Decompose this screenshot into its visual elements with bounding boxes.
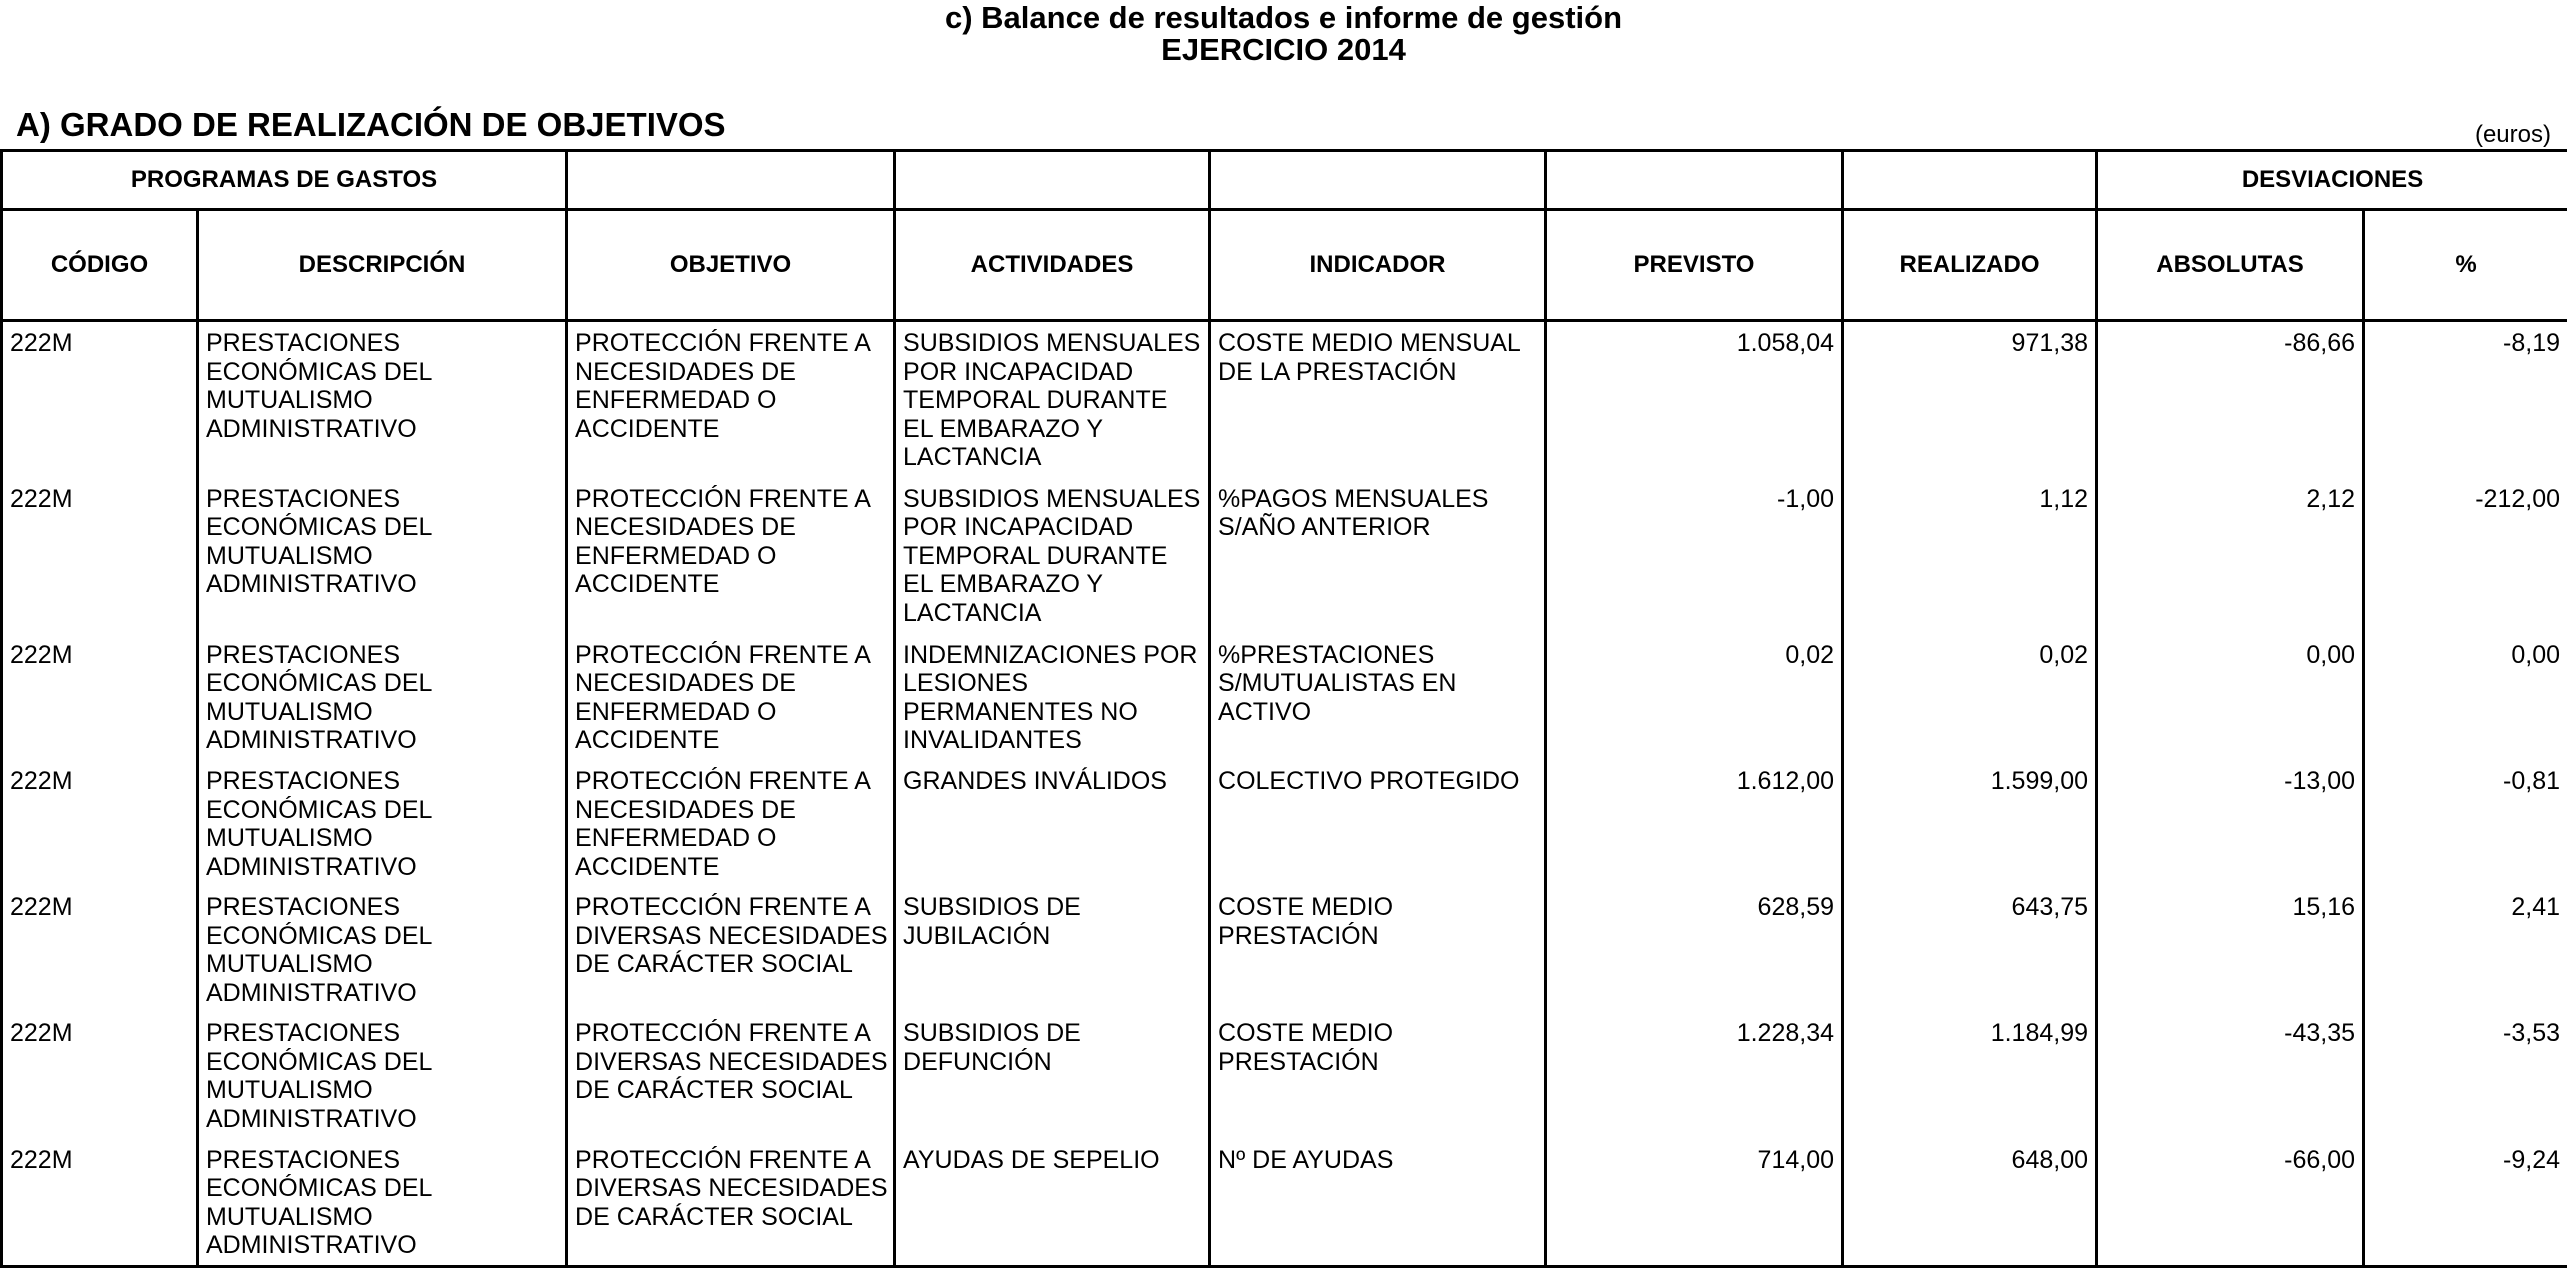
cell-realizado: 971,38 [1843, 321, 2097, 478]
col-header-codigo: CÓDIGO [2, 210, 198, 321]
col-header-indicador: INDICADOR [1210, 210, 1546, 321]
cell-absolutas: -66,00 [2097, 1139, 2364, 1267]
cell-porcentaje: 0,00 [2364, 634, 2567, 760]
cell-codigo: 222M [2, 1012, 198, 1138]
cell-objetivo: PROTECCIÓN FRENTE A NECESIDADES DE ENFERMEDAD O ACCIDENTE [567, 321, 895, 478]
cell-indicador: COSTE MEDIO PRESTACIÓN [1210, 1012, 1546, 1138]
header-group-row [2, 151, 2567, 210]
cell-realizado: 648,00 [1843, 1139, 2097, 1267]
col-header-absolutas: ABSOLUTAS [2097, 210, 2364, 321]
cell-absolutas: 15,16 [2097, 886, 2364, 1012]
cell-previsto: 714,00 [1546, 1139, 1843, 1267]
units-label: (euros) [2474, 121, 2551, 148]
cell-indicador: COSTE MEDIO MENSUAL DE LA PRESTACIÓN [1210, 321, 1546, 478]
cell-absolutas: 0,00 [2097, 634, 2364, 760]
col-header-previsto: PREVISTO [1546, 210, 1843, 321]
cell-objetivo: PROTECCIÓN FRENTE A DIVERSAS NECESIDADES DE CARÁCTER SOCIAL [567, 1012, 895, 1138]
cell-realizado: 0,02 [1843, 634, 2097, 760]
header-empty [1210, 151, 1546, 210]
col-header-porcentaje: % [2364, 210, 2567, 321]
cell-objetivo: PROTECCIÓN FRENTE A NECESIDADES DE ENFERMEDAD O ACCIDENTE [567, 760, 895, 886]
cell-previsto: 1.058,04 [1546, 321, 1843, 478]
cell-realizado: 1.184,99 [1843, 1012, 2097, 1138]
cell-actividades: SUBSIDIOS MENSUALES POR INCAPACIDAD TEMPORAL DURANTE EL EMBARAZO Y LACTANCIA [895, 321, 1210, 478]
cell-indicador: Nº DE AYUDAS [1210, 1139, 1546, 1267]
cell-realizado: 643,75 [1843, 886, 2097, 1012]
cell-codigo: 222M [2, 321, 198, 478]
table-row [2, 1012, 2567, 1138]
cell-descripcion: PRESTACIONES ECONÓMICAS DEL MUTUALISMO ADMINISTRATIVO [198, 478, 567, 634]
cell-actividades: AYUDAS DE SEPELIO [895, 1139, 1210, 1267]
cell-indicador: %PRESTACIONES S/MUTUALISTAS EN ACTIVO [1210, 634, 1546, 760]
col-header-objetivo: OBJETIVO [567, 210, 895, 321]
cell-codigo: 222M [2, 478, 198, 634]
cell-absolutas: 2,12 [2097, 478, 2364, 634]
cell-descripcion: PRESTACIONES ECONÓMICAS DEL MUTUALISMO ADMINISTRATIVO [198, 760, 567, 886]
cell-descripcion: PRESTACIONES ECONÓMICAS DEL MUTUALISMO ADMINISTRATIVO [198, 321, 567, 478]
header-empty [1843, 151, 2097, 210]
table-row [2, 1139, 2567, 1267]
cell-codigo: 222M [2, 760, 198, 886]
cell-absolutas: -13,00 [2097, 760, 2364, 886]
cell-actividades: SUBSIDIOS MENSUALES POR INCAPACIDAD TEMPORAL DURANTE EL EMBARAZO Y LACTANCIA [895, 478, 1210, 634]
header-empty [895, 151, 1210, 210]
cell-previsto: -1,00 [1546, 478, 1843, 634]
section-title: A) GRADO DE REALIZACIÓN DE OBJETIVOS [16, 106, 726, 143]
table-row [2, 478, 2567, 634]
col-header-realizado: REALIZADO [1843, 210, 2097, 321]
table-row [2, 886, 2567, 1012]
cell-indicador: COLECTIVO PROTEGIDO [1210, 760, 1546, 886]
cell-actividades: GRANDES INVÁLIDOS [895, 760, 1210, 886]
cell-actividades: SUBSIDIOS DE DEFUNCIÓN [895, 1012, 1210, 1138]
cell-descripcion: PRESTACIONES ECONÓMICAS DEL MUTUALISMO ADMINISTRATIVO [198, 886, 567, 1012]
header-empty [1546, 151, 1843, 210]
cell-indicador: COSTE MEDIO PRESTACIÓN [1210, 886, 1546, 1012]
cell-indicador: %PAGOS MENSUALES S/AÑO ANTERIOR [1210, 478, 1546, 634]
cell-previsto: 1.228,34 [1546, 1012, 1843, 1138]
cell-porcentaje: -8,19 [2364, 321, 2567, 478]
cell-previsto: 628,59 [1546, 886, 1843, 1012]
cell-porcentaje: -3,53 [2364, 1012, 2567, 1138]
header-desviaciones: DESVIACIONES [2097, 151, 2567, 210]
cell-porcentaje: -0,81 [2364, 760, 2567, 886]
document-subtitle: EJERCICIO 2014 [1161, 32, 1406, 67]
cell-codigo: 222M [2, 1139, 198, 1267]
cell-realizado: 1.599,00 [1843, 760, 2097, 886]
col-header-descripcion: DESCRIPCIÓN [198, 210, 567, 321]
cell-codigo: 222M [2, 886, 198, 1012]
table-row [2, 634, 2567, 760]
cell-previsto: 0,02 [1546, 634, 1843, 760]
table-row [2, 321, 2567, 478]
cell-previsto: 1.612,00 [1546, 760, 1843, 886]
document-title: c) Balance de resultados e informe de gestión [944, 0, 1623, 35]
cell-actividades: INDEMNIZACIONES POR LESIONES PERMANENTES NO INVALIDANTES [895, 634, 1210, 760]
cell-realizado: 1,12 [1843, 478, 2097, 634]
cell-porcentaje: -9,24 [2364, 1139, 2567, 1267]
cell-objetivo: PROTECCIÓN FRENTE A DIVERSAS NECESIDADES DE CARÁCTER SOCIAL [567, 886, 895, 1012]
cell-actividades: SUBSIDIOS DE JUBILACIÓN [895, 886, 1210, 1012]
objectives-table [0, 149, 2567, 1268]
cell-absolutas: -43,35 [2097, 1012, 2364, 1138]
cell-descripcion: PRESTACIONES ECONÓMICAS DEL MUTUALISMO ADMINISTRATIVO [198, 1139, 567, 1267]
col-header-actividades: ACTIVIDADES [895, 210, 1210, 321]
cell-porcentaje: 2,41 [2364, 886, 2567, 1012]
cell-objetivo: PROTECCIÓN FRENTE A NECESIDADES DE ENFERMEDAD O ACCIDENTE [567, 478, 895, 634]
header-programas-de-gastos: PROGRAMAS DE GASTOS [2, 151, 567, 210]
table-row [2, 760, 2567, 886]
cell-descripcion: PRESTACIONES ECONÓMICAS DEL MUTUALISMO ADMINISTRATIVO [198, 1012, 567, 1138]
cell-objetivo: PROTECCIÓN FRENTE A NECESIDADES DE ENFERMEDAD O ACCIDENTE [567, 634, 895, 760]
header-empty [567, 151, 895, 210]
cell-codigo: 222M [2, 634, 198, 760]
header-columns-row [2, 210, 2567, 321]
cell-descripcion: PRESTACIONES ECONÓMICAS DEL MUTUALISMO ADMINISTRATIVO [198, 634, 567, 760]
cell-objetivo: PROTECCIÓN FRENTE A DIVERSAS NECESIDADES DE CARÁCTER SOCIAL [567, 1139, 895, 1267]
cell-absolutas: -86,66 [2097, 321, 2364, 478]
cell-porcentaje: -212,00 [2364, 478, 2567, 634]
